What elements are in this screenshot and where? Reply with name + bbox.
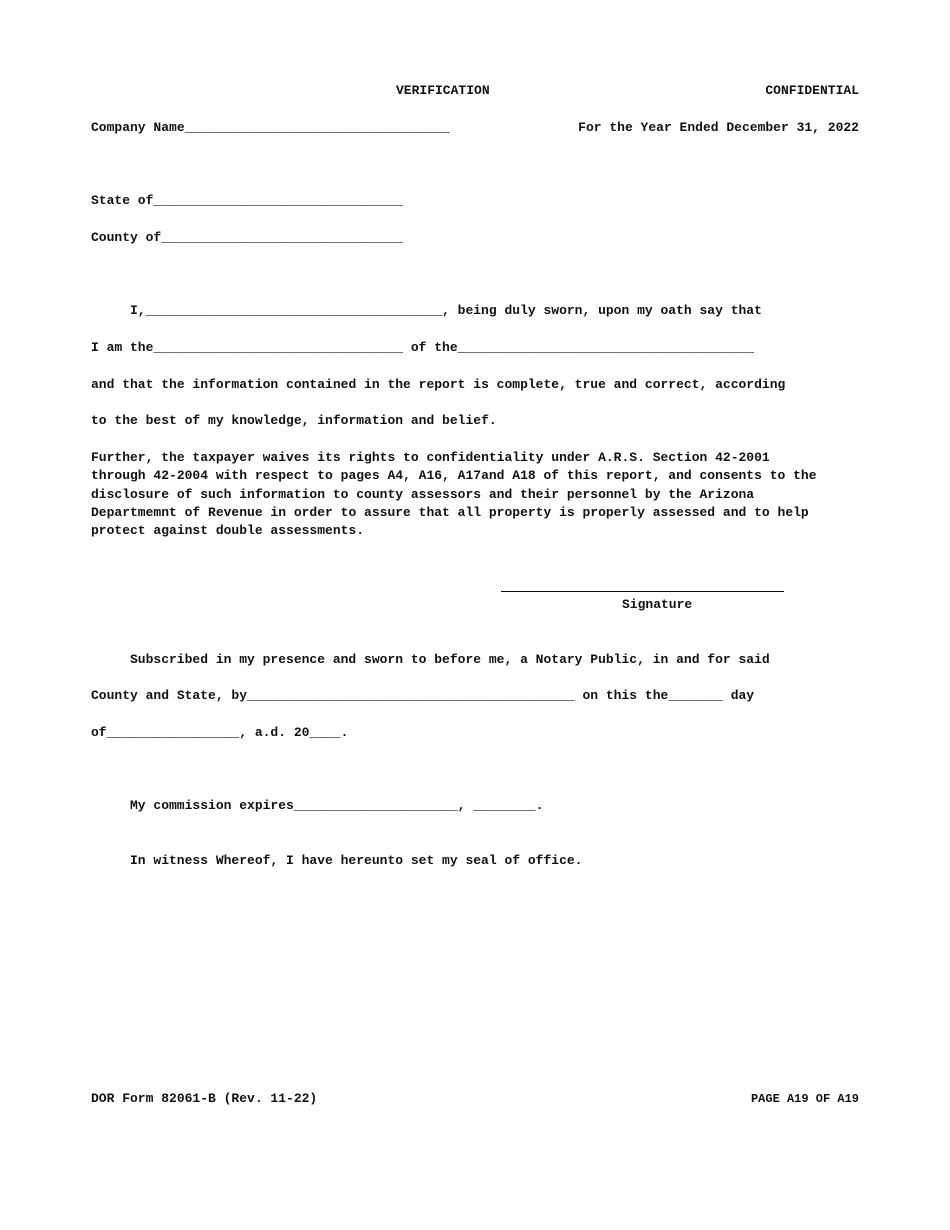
- form-title: VERIFICATION: [396, 83, 490, 98]
- oath-line-3: and that the information contained in the report is complete, true and correct, according: [91, 377, 786, 392]
- signature-label: Signature: [622, 597, 693, 612]
- page-number: PAGE A19 OF A19: [750, 1092, 859, 1106]
- form-number: DOR Form 82061-B (Rev. 11-22): [91, 1091, 318, 1106]
- year-ended-label: For the Year Ended December 31, 2022: [578, 120, 859, 135]
- signature-line: [501, 591, 784, 592]
- commission-expires-line: My commission expires_____________________, ________.: [130, 798, 544, 813]
- oath-line-1: I,______________________________________, being duly sworn, upon my oath say that: [130, 303, 762, 318]
- confidentiality-waiver-paragraph: Further, the taxpayer waives its rights to confidentiality under A.R.S. Section 42-2001 through 42-2004 with respect to pages A4, A16, A17and A18 of this report, and consents to the disclosure of such information to county assessors and their personnel by the Arizona Departmemnt of Revenue in order to assure that all property is properly assessed and to help protect against double assessments.: [91, 450, 817, 539]
- state-field: State of________________________________: [91, 193, 404, 208]
- company-name-field: Company Name__________________________________: [91, 120, 450, 135]
- notary-line-3: of_________________, a.d. 20____.: [91, 725, 349, 740]
- confidential-label: CONFIDENTIAL: [765, 83, 859, 98]
- witness-statement: In witness Whereof, I have hereunto set my seal of office.: [130, 853, 583, 868]
- notary-line-1: Subscribed in my presence and sworn to before me, a Notary Public, in and for said: [130, 652, 770, 667]
- notary-line-2: County and State, by__________________________________________ on this the_______ day: [91, 688, 755, 703]
- oath-line-2: I am the________________________________ of the______________________________________: [91, 340, 755, 355]
- oath-line-4: to the best of my knowledge, information and belief.: [91, 413, 497, 428]
- county-field: County of_______________________________: [91, 230, 404, 245]
